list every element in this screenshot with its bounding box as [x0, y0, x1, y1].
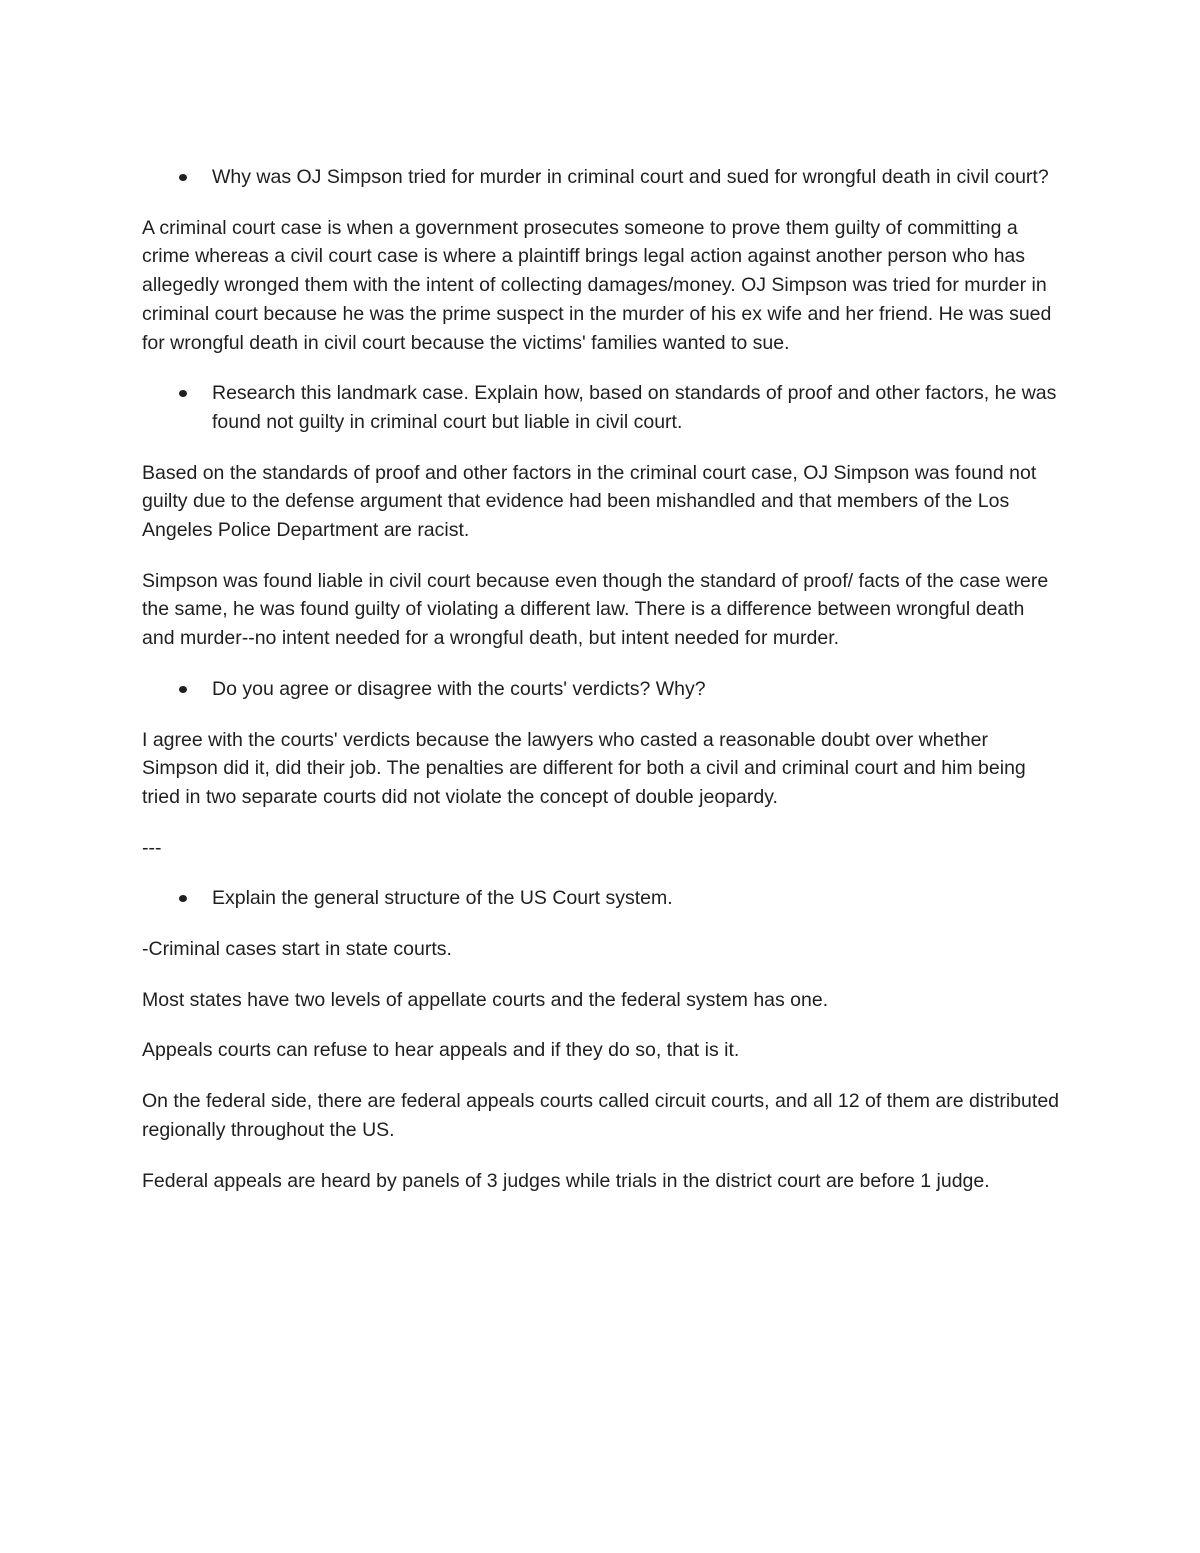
paragraph: Simpson was found liable in civil court because even though the standard of proof/ facts of the case were the same, he was found guilty of violating a different law. There is a difference between wrongful death and murder--no intent needed for a wrongful death, but intent needed for murder.: [142, 569, 1049, 650]
paragraph: Federal appeals are heard by panels of 3 judges while trials in the district court are before 1 judge.: [142, 1169, 990, 1192]
paragraph: Based on the standards of proof and other factors in the criminal court case, OJ Simpson was found not guilty due to the defense argument that evidence had been mishandled and that members of the Los Angeles Police Department are racist.: [142, 461, 1037, 542]
bullet-text: Do you agree or disagree with the courts' verdicts? Why?: [212, 677, 706, 700]
bullet-icon: [179, 390, 187, 397]
bullet-icon: [179, 895, 187, 902]
bullet-icon: [179, 686, 187, 693]
bullet-item: [142, 884, 1062, 913]
paragraph: -Criminal cases start in state courts.: [142, 938, 452, 961]
bullet-item: [142, 163, 1062, 192]
bullet-item: [142, 675, 1062, 704]
paragraph: Most states have two levels of appellate courts and the federal system has one.: [142, 988, 829, 1011]
section-separator: ---: [142, 836, 162, 859]
paragraph: On the federal side, there are federal appeals courts called circuit courts, and all 12 of them are distributed regionally throughout the US.: [142, 1090, 1060, 1141]
bullet-icon: [179, 174, 187, 181]
bullet-item: [142, 379, 1062, 436]
paragraph: Appeals courts can refuse to hear appeals and if they do so, that is it.: [142, 1039, 740, 1062]
bullet-text: Explain the general structure of the US Court system.: [212, 887, 673, 910]
paragraph: I agree with the courts' verdicts because the lawyers who casted a reasonable doubt over whether Simpson did it, did their job. The penalties are different for both a civil and criminal court and him being tried in two separate courts did not violate the concept of double jeopardy.: [142, 728, 1026, 808]
paragraph: A criminal court case is when a government prosecutes someone to prove them guilty of committing a crime whereas a civil court case is where a plaintiff brings legal action against another person who has allegedly wronged them with the intent of collecting damages/money. OJ Simpson was tried for murder in criminal court because he was the prime suspect in the murder of his ex wife and her friend. He was sued for wrongful death in civil court because the victims' families wanted to sue.: [142, 216, 1052, 354]
document-body: [142, 163, 1062, 1217]
bullet-text: Why was OJ Simpson tried for murder in criminal court and sued for wrongful death in civil court?: [212, 166, 1049, 188]
bullet-text: Research this landmark case. Explain how, based on standards of proof and other factors, he was found not guilty in criminal court but liable in civil court.: [212, 382, 1057, 433]
